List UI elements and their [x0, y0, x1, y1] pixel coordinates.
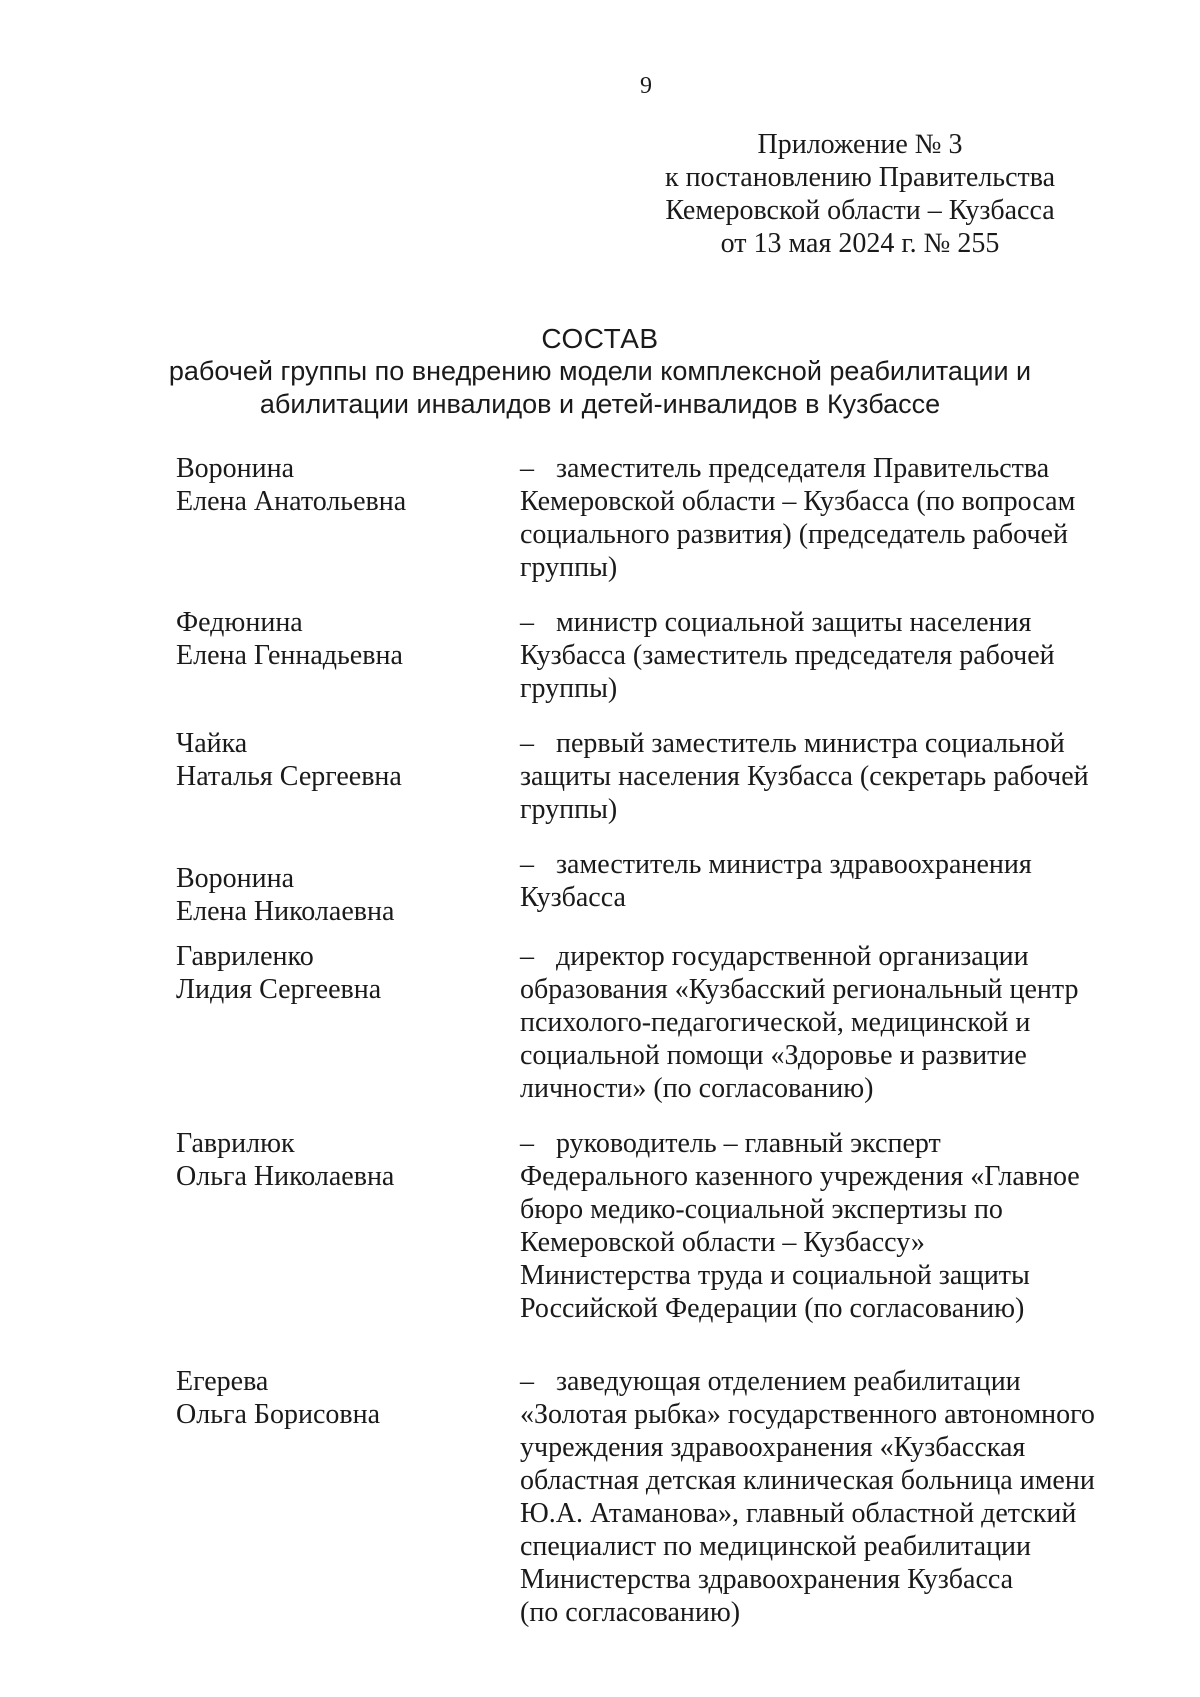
role-line: социального развития) (председатель рабочей — [520, 519, 1068, 550]
member-entry — [176, 452, 1116, 584]
appendix-line: Приложение № 3 — [757, 129, 963, 160]
role-line: заведующая отделением реабилитации — [556, 1366, 1021, 1397]
member-role — [520, 1127, 1120, 1325]
dash-marker: – — [520, 1366, 534, 1397]
role-line: психолого-педагогической, медицинской и — [520, 1007, 1031, 1038]
role-line: Министерства здравоохранения Кузбасса — [520, 1564, 1014, 1595]
document-title — [130, 322, 1070, 421]
role-line: Кемеровской области – Кузбасса (по вопросам — [520, 486, 1076, 517]
appendix-line: от 13 мая 2024 г. № 255 — [720, 228, 1000, 259]
title-subtitle-line: рабочей группы по внедрению модели комплексной реабилитации и — [168, 356, 1032, 386]
dash-marker: – — [520, 1128, 534, 1159]
member-entry — [176, 848, 1116, 928]
member-surname: Воронина — [176, 453, 295, 484]
role-line: Федерального казенного учреждения «Главное — [520, 1161, 1080, 1192]
dash-marker: – — [520, 607, 534, 638]
role-line: заместитель министра здравоохранения — [556, 849, 1032, 880]
member-given-name: Ольга Борисовна — [176, 1399, 380, 1430]
member-surname: Гавриленко — [176, 941, 314, 972]
role-line: Кузбасса — [520, 882, 626, 913]
member-given-name: Лидия Сергеевна — [176, 974, 382, 1005]
page-number: 9 — [640, 73, 652, 99]
member-given-name: Елена Николаевна — [176, 896, 395, 927]
member-surname: Воронина — [176, 863, 295, 894]
member-given-name: Елена Геннадьевна — [176, 640, 403, 671]
role-line: Российской Федерации (по согласованию) — [520, 1293, 1025, 1324]
role-line: Министерства труда и социальной защиты — [520, 1260, 1030, 1291]
member-name — [176, 1127, 520, 1325]
member-surname: Федюнина — [176, 607, 303, 638]
dash-marker: – — [520, 849, 534, 880]
role-line: руководитель – главный эксперт — [556, 1128, 941, 1159]
role-line: директор государственной организации — [556, 941, 1029, 972]
role-line: личности» (по согласованию) — [520, 1073, 874, 1104]
member-entry — [176, 1365, 1116, 1629]
member-given-name: Елена Анатольевна — [176, 486, 407, 517]
role-line: «Золотая рыбка» государственного автономного — [520, 1399, 1095, 1430]
appendix-line: к постановлению Правительства — [664, 162, 1056, 193]
member-entry — [176, 727, 1116, 826]
member-surname: Чайка — [176, 728, 248, 759]
role-line: заместитель председателя Правительства — [556, 453, 1050, 484]
member-role — [520, 940, 1120, 1105]
member-name — [176, 1365, 520, 1629]
member-role — [520, 848, 1120, 928]
member-entry — [176, 606, 1116, 705]
role-line: бюро медико-социальной экспертизы по — [520, 1194, 1003, 1225]
member-role — [520, 727, 1120, 826]
appendix-reference — [640, 128, 1080, 260]
role-line: защиты населения Кузбасса (секретарь рабочей — [520, 761, 1089, 792]
member-name — [176, 452, 520, 584]
role-line: министр социальной защиты населения — [556, 607, 1032, 638]
role-line: Ю.А. Атаманова», главный областной детский — [520, 1498, 1077, 1529]
member-name — [176, 940, 520, 1105]
member-surname: Гаврилюк — [176, 1128, 295, 1159]
role-line: группы) — [520, 552, 618, 583]
role-line: образования «Кузбасский региональный центр — [520, 974, 1079, 1005]
role-line: специалист по медицинской реабилитации — [520, 1531, 1031, 1562]
role-line: социальной помощи «Здоровье и развитие — [520, 1040, 1027, 1071]
title-heading: СОСТАВ — [541, 323, 659, 354]
appendix-line: Кемеровской области – Кузбасса — [665, 195, 1055, 226]
dash-marker: – — [520, 728, 534, 759]
member-role — [520, 1365, 1120, 1629]
member-given-name: Наталья Сергеевна — [176, 761, 402, 792]
role-line: областная детская клиническая больница имени — [520, 1465, 1095, 1496]
role-line: Кузбасса (заместитель председателя рабочей — [520, 640, 1055, 671]
role-line: группы) — [520, 673, 618, 704]
dash-marker: – — [520, 941, 534, 972]
title-subtitle-line: абилитации инвалидов и детей-инвалидов в Кузбассе — [259, 389, 941, 419]
member-entry — [176, 1127, 1116, 1325]
role-line: Кемеровской области – Кузбассу» — [520, 1227, 925, 1258]
dash-marker: – — [520, 453, 534, 484]
member-surname: Егерева — [176, 1366, 269, 1397]
member-name — [176, 848, 520, 928]
member-role — [520, 452, 1120, 584]
member-entry — [176, 940, 1116, 1105]
role-line: учреждения здравоохранения «Кузбасская — [520, 1432, 1026, 1463]
role-line: (по согласованию) — [520, 1597, 741, 1628]
member-name — [176, 727, 520, 826]
member-role — [520, 606, 1120, 705]
role-line: группы) — [520, 794, 618, 825]
members-list — [176, 452, 1116, 1641]
role-line: первый заместитель министра социальной — [556, 728, 1065, 759]
member-name — [176, 606, 520, 705]
member-given-name: Ольга Николаевна — [176, 1161, 395, 1192]
